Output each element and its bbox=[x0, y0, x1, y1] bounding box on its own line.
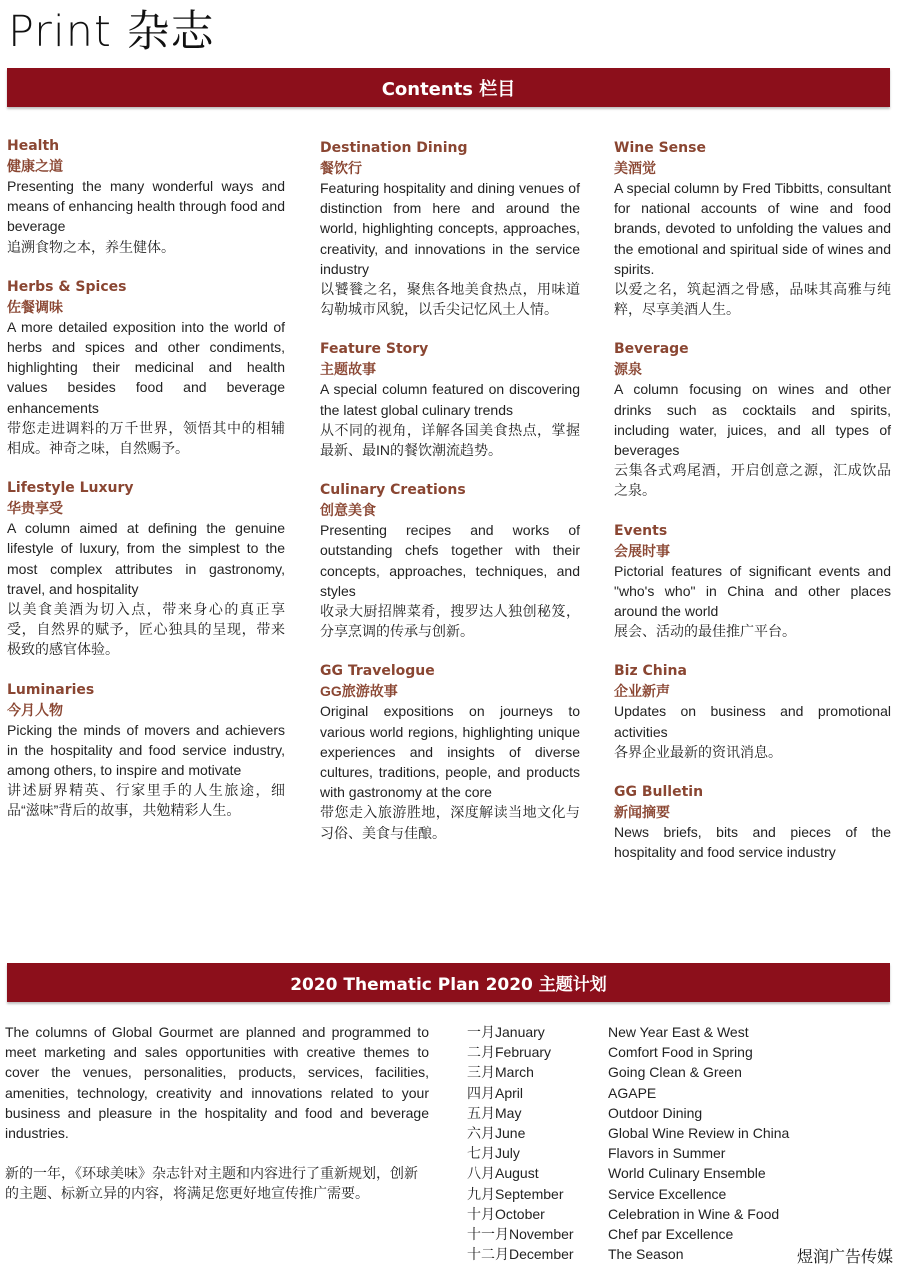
contents-banner: Contents 栏目 bbox=[7, 68, 890, 107]
plan-month: 四月April bbox=[467, 1084, 524, 1101]
section-description-cn: 以美食美酒为切入点，带来身心的真正享受，自然界的赋予，匠心独具的呈现，带来极致的感官体验。 bbox=[7, 601, 285, 658]
section-description-cn: 以爱之名，筑起酒之骨感，品味其高雅与纯粹，尽享美酒人生。 bbox=[614, 281, 891, 318]
section-title-cn: 佐餐调味 bbox=[7, 298, 63, 315]
section-description-cn: 展会、活动的最佳推广平台。 bbox=[614, 623, 796, 640]
section-description-cn: 带您走入旅游胜地，深度解读当地文化与习俗、美食与佳酿。 bbox=[320, 804, 580, 841]
content-section bbox=[320, 339, 580, 460]
section-description-cn: 收录大厨招牌菜肴，搜罗达人独创秘笈，分享烹调的传承与创新。 bbox=[320, 603, 580, 640]
plan-theme: Celebration in Wine & Food bbox=[608, 1205, 780, 1222]
thematic-plan-banner: 2020 Thematic Plan 2020 主题计划 bbox=[7, 963, 890, 1002]
section-description-en: Featuring hospitality and dining venues of distinction from here and around the world, highlighting concepts, approaches, creativity, and innovations in the service industry bbox=[320, 180, 580, 277]
content-section bbox=[614, 661, 891, 762]
section-description-cn: 带您走进调料的万千世界，领悟其中的相辅相成。神奇之味，自然赐予。 bbox=[7, 419, 285, 457]
section-title-en: Health bbox=[7, 138, 60, 154]
section-title-cn: 主题故事 bbox=[320, 361, 376, 378]
section-title-en: Lifestyle Luxury bbox=[7, 480, 134, 497]
content-section bbox=[614, 138, 891, 319]
plan-theme: Global Wine Review in China bbox=[608, 1125, 790, 1142]
section-title-en: Beverage bbox=[614, 341, 689, 358]
content-section bbox=[7, 478, 285, 659]
section-title-en: GG Travelogue bbox=[320, 663, 435, 680]
contents-column-3 bbox=[614, 138, 891, 882]
content-section bbox=[320, 480, 580, 641]
watermark: 煜润广告传媒 bbox=[796, 1247, 893, 1266]
section-title-en: GG Bulletin bbox=[614, 784, 704, 801]
section-description-en: A column focusing on wines and other drinks such as cocktails and spirits, including water, juices, and all types of beverages bbox=[614, 381, 891, 459]
plan-months bbox=[467, 1022, 607, 1264]
section-title-cn: GG旅游故事 bbox=[320, 683, 398, 700]
section-description-cn: 云集各式鸡尾酒，开启创意之源，汇成饮品之泉。 bbox=[614, 462, 891, 499]
plan-theme: The Season bbox=[608, 1246, 684, 1263]
plan-month: 十一月November bbox=[467, 1226, 574, 1243]
section-title-cn: 源泉 bbox=[614, 361, 642, 378]
section-description-cn: 各界企业最新的资讯消息。 bbox=[614, 743, 782, 760]
plan-month: 五月May bbox=[467, 1104, 522, 1121]
plan-theme: Comfort Food in Spring bbox=[608, 1044, 753, 1061]
section-description-en: Updates on business and promotional activities bbox=[614, 703, 891, 740]
section-title-en: Events bbox=[614, 522, 668, 539]
section-description-cn: 追溯食物之本，养生健体。 bbox=[7, 238, 175, 255]
plan-month: 一月January bbox=[467, 1024, 545, 1040]
section-title-en: Feature Story bbox=[320, 341, 429, 358]
section-title-en: Herbs & Spices bbox=[7, 278, 127, 295]
content-section bbox=[614, 339, 891, 500]
plan-theme: Going Clean & Green bbox=[608, 1064, 742, 1081]
content-section bbox=[7, 680, 285, 821]
plan-month: 三月March bbox=[467, 1064, 534, 1081]
plan-theme: AGAPE bbox=[608, 1084, 657, 1101]
content-section bbox=[614, 521, 891, 642]
plan-theme: New Year East & West bbox=[608, 1024, 749, 1040]
section-description-cn: 讲述厨界精英、行家里手的人生旅途，细品“滋味”背后的故事，共勉精彩人生。 bbox=[7, 782, 285, 819]
section-description-en: Pictorial features of significant events and "who's who" in China and other places around the world bbox=[614, 562, 891, 620]
section-description-en: A more detailed exposition into the world of herbs and spices and other condiments, highlighting their medicinal and health values besides food and beverage enhancements bbox=[7, 318, 285, 416]
section-title-en: Culinary Creations bbox=[320, 482, 466, 499]
section-description-en: A column aimed at defining the genuine lifestyle of luxury, from the simplest to the most complex attributes in gastronomy, travel, and hospitality bbox=[7, 520, 285, 597]
content-section bbox=[320, 138, 580, 319]
section-description-en: Presenting recipes and works of outstanding chefs together with their concepts, approaches, techniques, and styles bbox=[320, 522, 580, 599]
section-title-en: Wine Sense bbox=[614, 140, 706, 156]
plan-themes bbox=[608, 1022, 808, 1264]
content-section bbox=[7, 136, 285, 257]
content-section bbox=[7, 277, 285, 458]
plan-month: 十二月December bbox=[467, 1246, 574, 1263]
section-title-cn: 美酒觉 bbox=[614, 160, 656, 176]
section-title-cn: 今月人物 bbox=[7, 701, 63, 718]
section-title-cn: 健康之道 bbox=[7, 158, 63, 174]
plan-theme: Outdoor Dining bbox=[608, 1104, 703, 1121]
section-description-en: Original expositions on journeys to various world regions, highlighting unique experiences and insights of diverse cultures, traditions, people, and products with gastronomy at the core bbox=[320, 703, 580, 801]
contents-column-1 bbox=[7, 136, 285, 841]
plan-month: 六月June bbox=[467, 1125, 526, 1142]
section-title-cn: 新闻摘要 bbox=[614, 804, 670, 821]
section-description-en: A special column featured on discovering the latest global culinary trends bbox=[320, 381, 580, 418]
section-title-en: Biz China bbox=[614, 663, 687, 680]
section-title-cn: 餐饮行 bbox=[320, 160, 362, 176]
section-title-en: Luminaries bbox=[7, 681, 95, 698]
plan-month: 八月August bbox=[467, 1165, 539, 1182]
plan-theme: Flavors in Summer bbox=[608, 1145, 726, 1162]
plan-month: 二月February bbox=[467, 1044, 552, 1061]
content-section bbox=[320, 661, 580, 842]
content-section bbox=[614, 782, 891, 862]
plan-intro bbox=[5, 1022, 429, 1204]
contents-column-2 bbox=[320, 138, 580, 863]
page-title: Print 杂志 bbox=[8, 7, 215, 57]
plan-theme: Chef par Excellence bbox=[608, 1226, 734, 1243]
plan-intro-en: The columns of Global Gourmet are planned and programmed to meet marketing and sales opportunities with creative themes to cover the venues, personalities, products, services, facilities, amenities, technology, creativity and innovations related to your business and pleasure in the hospitality and food and beverage industries. bbox=[5, 1024, 429, 1142]
plan-month: 十月October bbox=[467, 1205, 545, 1222]
section-title-cn: 华贵享受 bbox=[7, 500, 63, 517]
plan-month: 九月September bbox=[467, 1185, 564, 1202]
section-description-cn: 以饕餮之名，聚焦各地美食热点，用味道勾勒城市风貌，以舌尖记忆风土人情。 bbox=[320, 281, 580, 318]
section-description-en: Picking the minds of movers and achievers in the hospitality and food service industry, among others, to inspire and motivate bbox=[7, 721, 285, 779]
plan-theme: Service Excellence bbox=[608, 1185, 727, 1202]
section-description-en: A special column by Fred Tibbitts, consultant for national accounts of wine and food brands, devoted to unfolding the values and the emotional and spiritual side of wines and spirits. bbox=[614, 180, 891, 277]
section-description-en: Presenting the many wonderful ways and means of enhancing health through food and beverage bbox=[7, 178, 285, 235]
section-description-en: News briefs, bits and pieces of the hospitality and food service industry bbox=[614, 824, 891, 861]
section-title-cn: 创意美食 bbox=[320, 502, 376, 519]
plan-theme: World Culinary Ensemble bbox=[608, 1165, 766, 1182]
section-title-cn: 会展时事 bbox=[614, 542, 670, 559]
section-title-en: Destination Dining bbox=[320, 140, 468, 156]
section-description-cn: 从不同的视角，详解各国美食热点，掌握最新、最IN的餐饮潮流趋势。 bbox=[320, 421, 580, 459]
section-title-cn: 企业新声 bbox=[614, 683, 670, 700]
plan-intro-cn: 新的一年，《环球美味》杂志针对主题和内容进行了重新规划，创新的主题、标新立异的内容，将满足您更好地宣传推广需要。 bbox=[5, 1165, 418, 1202]
plan-month: 七月July bbox=[467, 1145, 520, 1162]
